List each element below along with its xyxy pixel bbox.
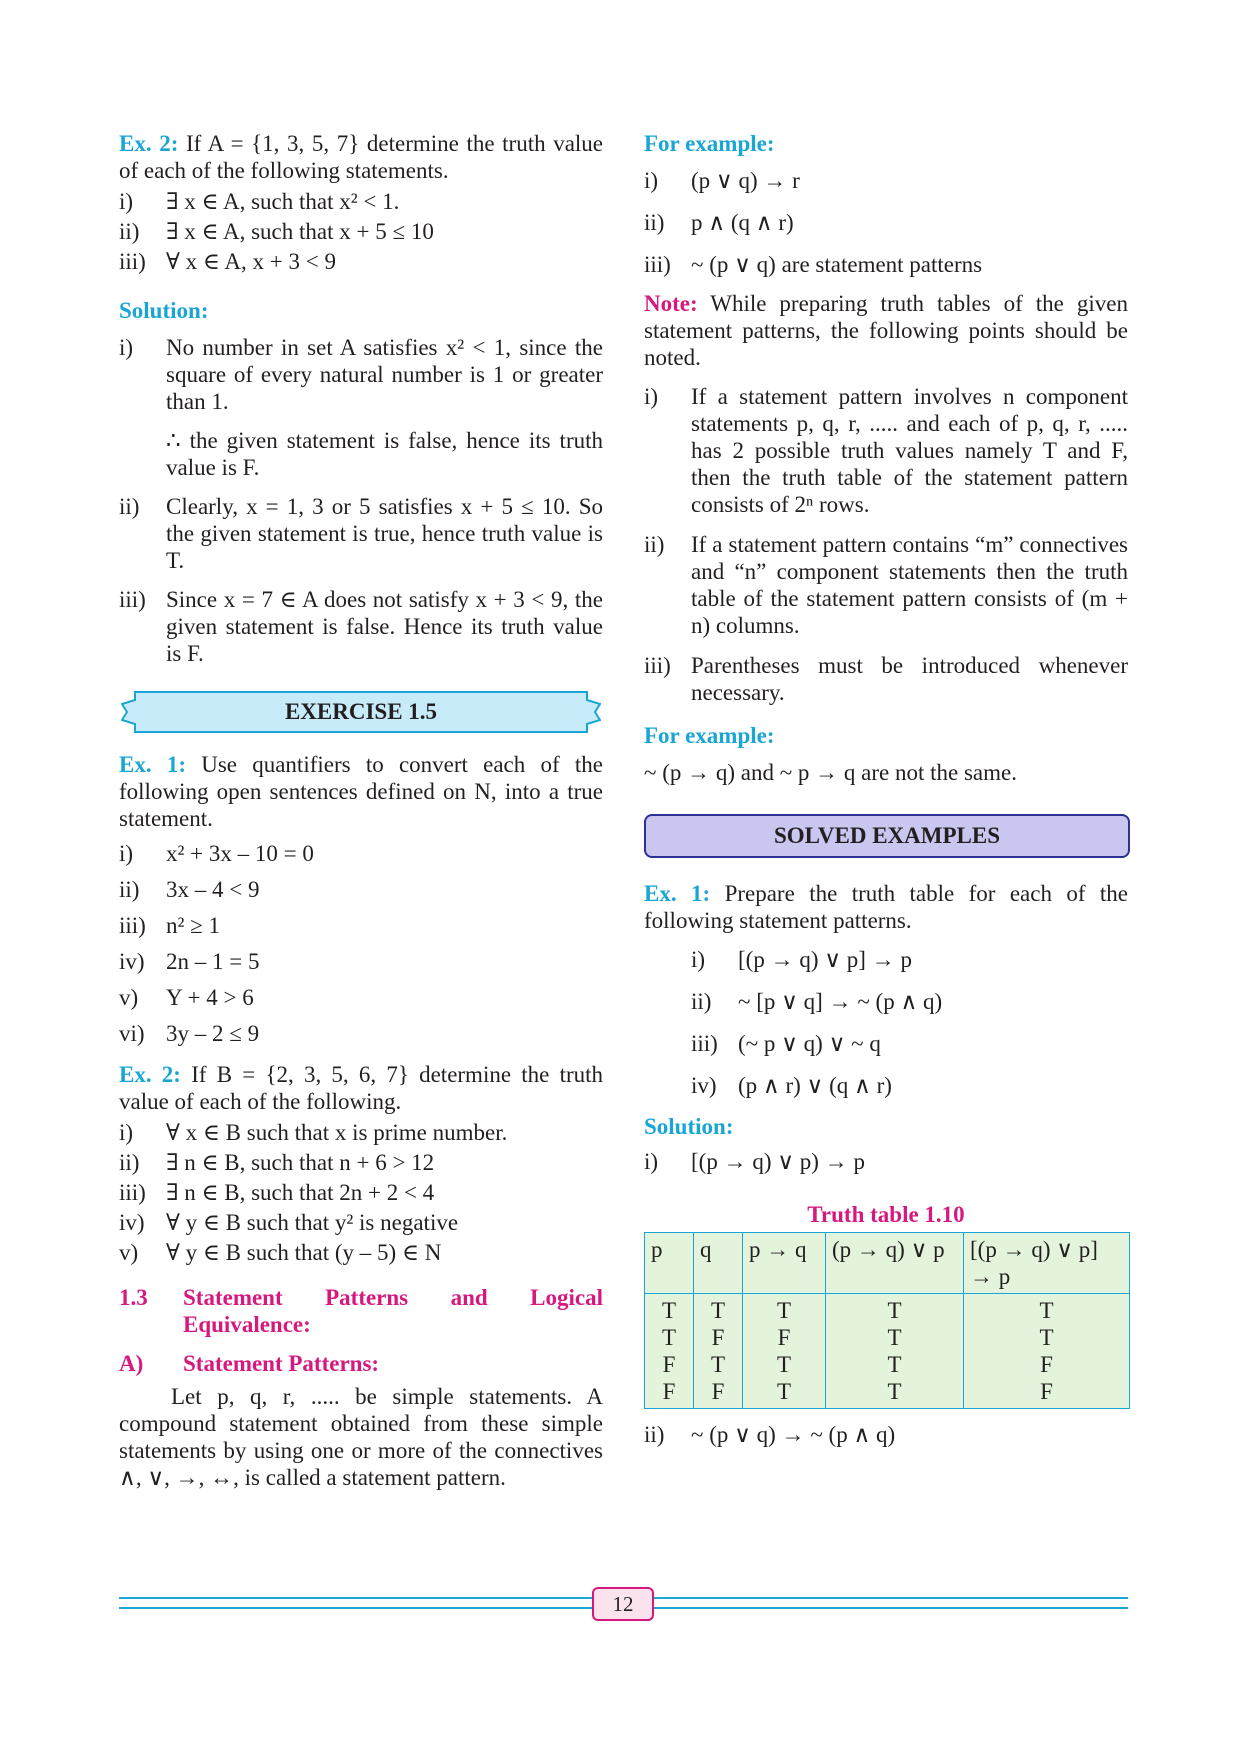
item-number: ii)	[119, 219, 140, 244]
list-item	[691, 946, 1128, 973]
item-number	[119, 427, 166, 481]
for-example-heading: For example:	[644, 131, 775, 156]
table-body-row	[645, 1294, 1130, 1409]
table-header-cell: p → q	[743, 1233, 826, 1294]
list-item	[644, 209, 1128, 236]
solved-ex1	[644, 880, 1128, 934]
item-number: i)	[691, 947, 706, 972]
item-number: iii)	[691, 1031, 718, 1056]
item-number: iv)	[119, 949, 145, 974]
ex2b-text: If B = {2, 3, 5, 6, 7} determine the truth value of each of the following.	[119, 1062, 604, 1114]
exercise-ex2	[119, 1061, 603, 1115]
list-item	[119, 427, 603, 481]
list-item	[691, 1072, 1128, 1099]
item-number: v)	[119, 1240, 139, 1265]
item-number: i)	[644, 1149, 659, 1174]
section-number: 1.3	[119, 1285, 148, 1310]
list-item	[644, 251, 1128, 278]
item-text: 3x – 4 < 9	[166, 877, 260, 902]
list-item	[119, 1239, 603, 1266]
item-number: iii)	[119, 913, 146, 938]
table-header-cell: (p → q) ∨ p	[826, 1233, 964, 1294]
item-number: iii)	[119, 1180, 146, 1205]
list-item	[119, 586, 603, 667]
ex2-list	[119, 188, 603, 275]
item-text: Since x = 7 ∈ A does not satisfy x + 3 < 9, the given statement is false. Hence its truth value is F.	[166, 587, 603, 666]
item-text: x² + 3x – 10 = 0	[166, 841, 314, 866]
exercise-title: EXERCISE 1.5	[284, 699, 438, 724]
pattern-paragraph: Let p, q, r, ..... be simple statements. A compound statement obtained from these simple statements by using one or more of the connectives ∧, ∨, →, ↔, is called a statement pattern.	[119, 1384, 603, 1490]
list-item	[119, 1020, 603, 1047]
item-text: ~ [p ∨ q] → ~ (p ∧ q)	[738, 989, 943, 1014]
exercise-ex1	[119, 751, 603, 832]
item-text: ∀ x ∈ A, x + 3 < 9	[166, 249, 336, 274]
item-text: ∀ y ∈ B such that y² is negative	[166, 1210, 459, 1235]
list-item	[119, 493, 603, 574]
item-text: ∃ x ∈ A, such that x² < 1.	[166, 189, 400, 214]
for-example-heading-2: For example:	[644, 723, 775, 748]
table-cell-col4: T T F F	[964, 1294, 1130, 1409]
ex2-text: If A = {1, 3, 5, 7} determine the truth value of each of the following statements.	[119, 131, 604, 183]
item-text: ∃ n ∈ B, such that n + 6 > 12	[166, 1150, 435, 1175]
table-header-cell: p	[645, 1233, 694, 1294]
solved-examples-banner: SOLVED EXAMPLES	[644, 814, 1130, 858]
item-number: v)	[119, 985, 139, 1010]
item-number: vi)	[119, 1021, 145, 1046]
section-heading	[119, 1284, 603, 1338]
note-paragraph	[644, 290, 1128, 371]
item-text: [(p → q) ∨ p) → p	[691, 1149, 865, 1174]
item-number: iv)	[691, 1073, 717, 1098]
table-header-cell: q	[694, 1233, 743, 1294]
table-cell-col0: T T F F	[645, 1294, 694, 1409]
sx1-label: Ex. 1:	[644, 881, 711, 906]
list-item	[644, 652, 1128, 706]
sx1-text: Prepare the truth table for each of the following statement patterns.	[644, 881, 1129, 933]
item-number: i)	[119, 1120, 134, 1145]
item-text: 3y – 2 ≤ 9	[166, 1021, 260, 1046]
truth-table-title: Truth table 1.10	[807, 1202, 965, 1227]
item-number: i)	[644, 384, 659, 409]
item-number: iii)	[119, 587, 146, 612]
solution-heading: Solution:	[119, 298, 209, 323]
item-number: i)	[119, 189, 134, 214]
item-text: 2n – 1 = 5	[166, 949, 260, 974]
item-text: Y + 4 > 6	[166, 985, 254, 1010]
right-column	[644, 130, 1128, 1448]
item-text: No number in set A satisfies x² < 1, since the square of every natural number is 1 or greater than 1.	[166, 335, 603, 414]
item-number: ii)	[644, 532, 665, 557]
table-cell-col1: T F T F	[694, 1294, 743, 1409]
item-text: If a statement pattern involves n component statements p, q, r, ..... and each of p, q, r, ..... has 2 possible truth values namely T and F, then the truth table of the statement pattern consists of 2ⁿ rows.	[691, 384, 1128, 517]
example-line: ~ (p → q) and ~ p → q are not the same.	[644, 760, 1017, 785]
item-text: (~ p ∨ q) ∨ ~ q	[738, 1031, 881, 1056]
item-number: ii)	[644, 210, 665, 235]
note-label: Note:	[644, 291, 698, 316]
item-number: ii)	[644, 1422, 665, 1447]
subsection-title: Statement Patterns:	[183, 1351, 380, 1376]
list-item	[644, 1421, 1128, 1448]
item-text: ∃ n ∈ B, such that 2n + 2 < 4	[166, 1180, 435, 1205]
left-column	[119, 130, 603, 1491]
item-number: i)	[119, 335, 134, 360]
table-cell-col2: T F T T	[743, 1294, 826, 1409]
ex2-intro	[119, 130, 603, 184]
item-text: p ∧ (q ∧ r)	[691, 210, 794, 235]
list-item	[119, 876, 603, 903]
list-item	[119, 218, 603, 245]
table-header-cell: [(p → q) ∨ p] → p	[964, 1233, 1130, 1294]
list-item	[644, 167, 1128, 194]
item-text: (p ∨ q) → r	[691, 168, 800, 193]
page-number: 12	[592, 1587, 654, 1621]
ex2-label: Ex. 2:	[119, 131, 179, 156]
item-number: ii)	[119, 494, 140, 519]
item-number: iv)	[119, 1210, 145, 1235]
list-item	[119, 1149, 603, 1176]
list-item	[119, 248, 603, 275]
item-text: ∀ x ∈ B such that x is prime number.	[166, 1120, 508, 1145]
list-item	[644, 531, 1128, 639]
list-item	[119, 948, 603, 975]
item-number: ii)	[119, 877, 140, 902]
item-text: (p ∧ r) ∨ (q ∧ r)	[738, 1073, 892, 1098]
sx1-list	[644, 946, 1128, 1099]
list-item	[119, 912, 603, 939]
list-item	[119, 1119, 603, 1146]
ex2b-label: Ex. 2:	[119, 1062, 181, 1087]
list-item	[119, 1209, 603, 1236]
ex1-text: Use quantifiers to convert each of the following open sentences defined on N, into a true statement.	[119, 752, 603, 831]
item-text: ∴ the given statement is false, hence its truth value is F.	[166, 428, 603, 480]
item-number: ii)	[119, 1150, 140, 1175]
ex2b-list	[119, 1119, 603, 1266]
section-title: Statement Patterns and Logical Equivalence:	[183, 1285, 603, 1337]
item-number: iii)	[644, 653, 671, 678]
item-text: ~ (p ∨ q) are statement patterns	[691, 252, 983, 277]
ex1-list	[119, 840, 603, 1047]
subsection-number: A)	[119, 1351, 144, 1376]
table-cell-col3: T T T T	[826, 1294, 964, 1409]
subsection-heading	[119, 1350, 603, 1377]
list-item	[644, 1148, 1128, 1175]
list-item	[119, 1179, 603, 1206]
list-item	[644, 383, 1128, 518]
item-text: ∀ y ∈ B such that (y – 5) ∈ N	[166, 1240, 442, 1265]
item-number: i)	[119, 841, 134, 866]
item-text: Parentheses must be introduced whenever necessary.	[691, 653, 1128, 705]
item-number: i)	[644, 168, 659, 193]
item-text: ~ (p ∨ q) → ~ (p ∧ q)	[691, 1422, 896, 1447]
list-item	[119, 984, 603, 1011]
list-item	[119, 188, 603, 215]
list-item	[119, 334, 603, 415]
item-text: If a statement pattern contains “m” connectives and “n” component statements then the truth table of the statement pattern consists of (m + n) columns.	[691, 532, 1128, 638]
list-item	[119, 840, 603, 867]
item-text: ∃ x ∈ A, such that x + 5 ≤ 10	[166, 219, 434, 244]
item-number: ii)	[691, 989, 712, 1014]
exercise-banner	[121, 691, 601, 733]
item-text: Clearly, x = 1, 3 or 5 satisfies x + 5 ≤ 10. So the given statement is true, hence truth value is T.	[166, 494, 603, 573]
ex1-label: Ex. 1:	[119, 752, 186, 777]
item-number: iii)	[644, 252, 671, 277]
item-number: iii)	[119, 249, 146, 274]
list-item	[691, 988, 1128, 1015]
list-item	[691, 1030, 1128, 1057]
item-text: n² ≥ 1	[166, 913, 221, 938]
truth-table	[644, 1232, 1130, 1409]
item-text: [(p → q) ∨ p] → p	[738, 947, 912, 972]
table-header-row	[645, 1233, 1130, 1294]
note-text: While preparing truth tables of the given statement patterns, the following points should be noted.	[644, 291, 1128, 370]
solution-heading-right: Solution:	[644, 1114, 734, 1139]
